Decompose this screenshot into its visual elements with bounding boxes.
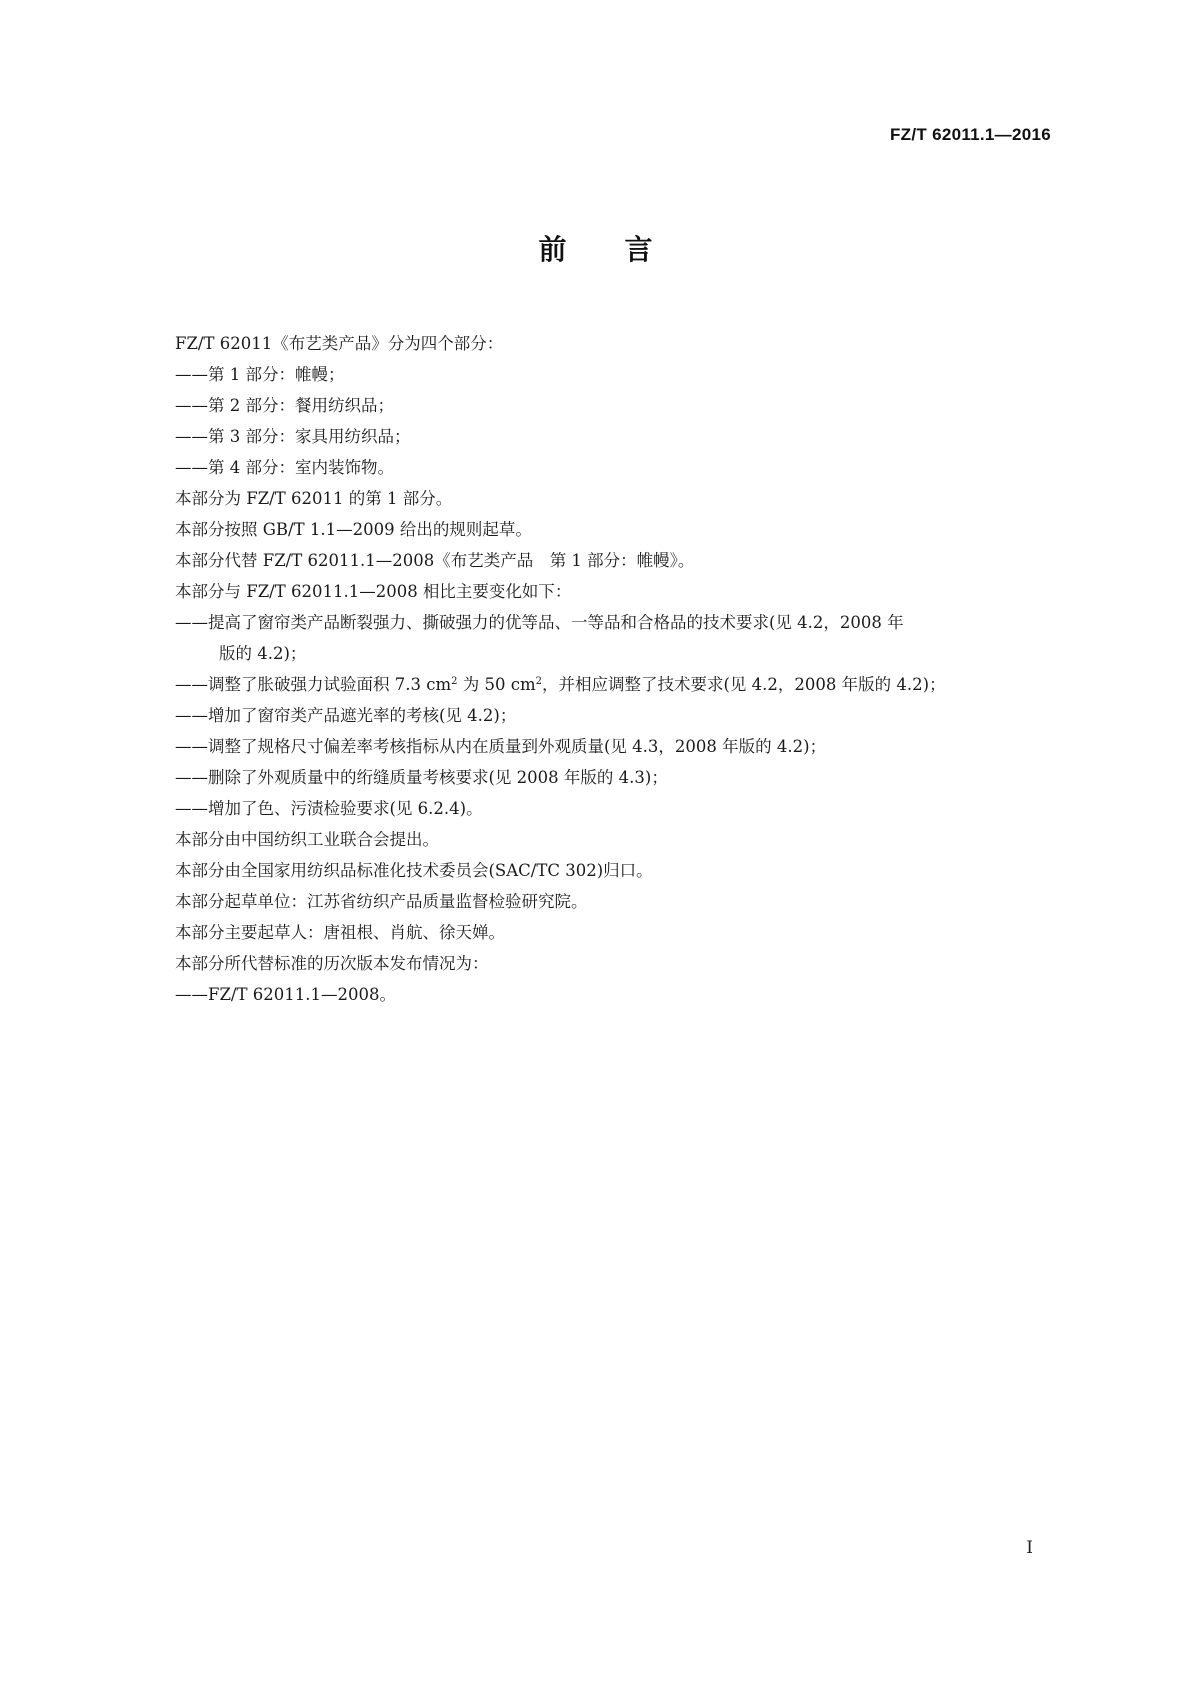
text-segment: ——调整了胀破强力试验面积 7.3 cm: [175, 675, 452, 694]
list-item: ——第 2 部分：餐用纺织品；: [175, 396, 394, 415]
list-item: ——第 3 部分：家具用纺织品；: [175, 427, 411, 446]
page-number: I: [1026, 1538, 1033, 1558]
foreword-body: [175, 328, 1075, 1010]
paragraph: 本部分由中国纺织工业联合会提出。: [175, 830, 439, 849]
list-item: ——增加了色、污渍检验要求(见 6.2.4)。: [175, 799, 483, 818]
list-item: ——FZ/T 62011.1—2008。: [175, 985, 396, 1004]
paragraph: 本部分代替 FZ/T 62011.1—2008《布艺类产品 第 1 部分：帷幔》。: [175, 551, 695, 570]
paragraph: 本部分由全国家用纺织品标准化技术委员会(SAC/TC 302)归口。: [175, 861, 653, 880]
paragraph: 本部分主要起草人：唐祖根、肖航、徐天婵。: [175, 923, 505, 942]
paragraph: 本部分起草单位：江苏省纺织产品质量监督检验研究院。: [175, 892, 588, 911]
paragraph: 本部分所代替标准的历次版本发布情况为：: [175, 954, 489, 973]
list-item: [175, 669, 1075, 700]
paragraph: 本部分与 FZ/T 62011.1—2008 相比主要变化如下：: [175, 582, 572, 601]
list-item: ——增加了窗帘类产品遮光率的考核(见 4.2)；: [175, 706, 517, 725]
text-segment: 为 50 cm: [457, 675, 536, 694]
list-item: ——删除了外观质量中的绗缝质量考核要求(见 2008 年版的 4.3)；: [175, 768, 668, 787]
paragraph: FZ/T 62011《布艺类产品》分为四个部分：: [175, 334, 504, 353]
paragraph: 本部分为 FZ/T 62011 的第 1 部分。: [175, 489, 453, 508]
list-item: ——提高了窗帘类产品断裂强力、撕破强力的优等品、一等品和合格品的技术要求(见 4.2，2008 年: [175, 613, 904, 632]
paragraph: 本部分按照 GB/T 1.1—2009 给出的规则起草。: [175, 520, 532, 539]
page-title: 前言: [538, 233, 711, 266]
list-item-continuation: 版的 4.2)；: [219, 644, 307, 663]
text-segment: ，并相应调整了技术要求(见 4.2，2008 年版的 4.2)；: [542, 675, 946, 694]
superscript: 2: [535, 676, 542, 687]
standard-code: FZ/T 62011.1—2016: [889, 125, 1051, 144]
list-item: ——调整了规格尺寸偏差率考核指标从内在质量到外观质量(见 4.3，2008 年版的 4.2)；: [175, 737, 827, 756]
list-item: ——第 1 部分：帷幔；: [175, 365, 345, 384]
list-item: ——第 4 部分：室内装饰物。: [175, 458, 394, 477]
superscript: 2: [451, 676, 458, 687]
